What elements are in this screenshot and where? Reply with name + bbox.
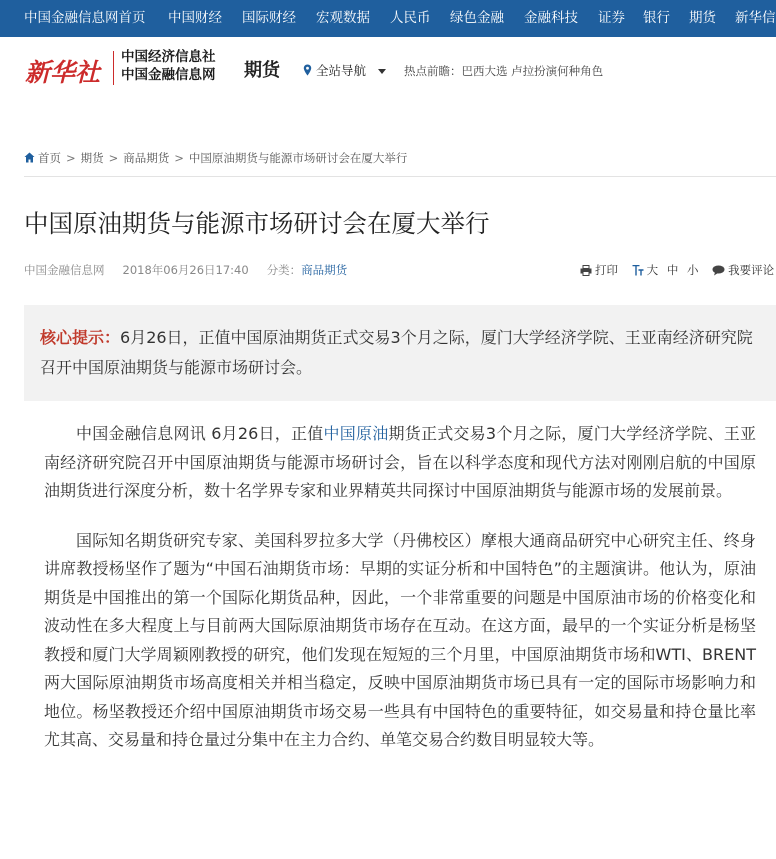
font-size-icon: [632, 265, 644, 276]
comment-icon: [712, 265, 725, 276]
chevron-down-icon[interactable]: [378, 69, 386, 74]
breadcrumb: [24, 150, 407, 166]
nav-item-intl-finance[interactable]: 国际财经: [242, 10, 296, 26]
paragraph-1: [44, 420, 756, 506]
font-small-button[interactable]: 小: [686, 263, 699, 277]
article-title: 中国原油期货与能源市场研讨会在厦大举行: [24, 209, 490, 238]
category-link[interactable]: 商品期货: [301, 263, 348, 277]
nav-item-banks[interactable]: 银行: [643, 10, 670, 26]
summary-box: [24, 305, 776, 401]
breadcrumb-separator: >: [66, 151, 76, 165]
article-time: 2018年06月26日17:40: [122, 263, 249, 277]
print-button[interactable]: [580, 263, 622, 277]
category-label: 分类：: [266, 263, 302, 277]
comment-button[interactable]: [712, 263, 774, 277]
comment-label: 我要评论: [728, 263, 775, 277]
nav-item-china-finance[interactable]: 中国财经: [168, 10, 222, 26]
article-meta: [24, 262, 347, 278]
summary-content: 6月26日，正值中国原油期货正式交易3个月之际，厦门大学经济学院、王亚南经济研究院召开中国原油期货与能源市场研讨会。: [40, 328, 753, 377]
font-large-button[interactable]: 大: [646, 263, 659, 277]
nav-item-macro-data[interactable]: 宏观数据: [316, 10, 370, 26]
printer-icon: [580, 265, 592, 276]
hot-topics-link[interactable]: 巴西大选 卢拉扮演何种角色: [461, 64, 604, 78]
nav-item-rmb[interactable]: 人民币: [390, 10, 431, 26]
breadcrumb-futures[interactable]: 期货: [80, 151, 104, 165]
nav-item-home[interactable]: 中国金融信息网首页: [24, 10, 146, 26]
article-body: [44, 420, 756, 776]
divider: [24, 176, 776, 177]
hot-topics-label: 热点前瞻：: [404, 64, 462, 78]
paragraph-1-end: 期货正式交易3个月之际，厦门大学经济学院、王亚南经济研究院召开中国原油期货与能源市场研讨会，旨在以科学态度和现代方法对刚刚启航的中国原油期货进行深度分析，数十名学界专家和业界精英共同探讨中国原油期货与能源市场的发展前景。: [44, 424, 756, 500]
summary-label: 核心提示：: [40, 328, 121, 347]
breadcrumb-home[interactable]: 首页: [38, 151, 61, 165]
font-size-control: [632, 263, 702, 277]
brand-line-2: 中国金融信息网: [121, 67, 216, 83]
nav-item-futures[interactable]: 期货: [689, 10, 716, 26]
breadcrumb-separator: >: [108, 151, 119, 165]
font-medium-button[interactable]: 中: [666, 263, 679, 277]
xinhua-logo-text: 新华社: [25, 58, 101, 87]
summary-text: [40, 323, 762, 383]
location-pin-icon: [303, 64, 312, 76]
paragraph-2: 国际知名期货研究专家、美国科罗拉多大学（丹佛校区）摩根大通商品研究中心研究主任、终身讲席教授杨坚作了题为“中国石油期货市场：早期的实证分析和中国特色”的主题演讲。他认为，原油期货是中国推出的第一个国际化期货品种，因此，一个非常重要的问题是中国原油市场的价格变化和波动性在多大程度上与目前两大国际原油期货市场存在互动。在这方面，最早的一个实证分析是杨坚教授和厦门大学周颖刚教授的研究，他们发现在短短的三个月里，中国原油期货市场和WTI、BRENT两大国际原油期货市场高度相关并相当稳定，反映中国原油期货市场已具有一定的国际市场影响力和地位。杨坚教授还介绍中国原油期货市场交易一些具有中国特色的重要特征，如交易量和持仓量比率尤其高、交易量和持仓量过分集中在主力合约、单笔交易合约数目明显较大等。: [44, 530, 756, 749]
nav-item-green-finance[interactable]: 绿色金融: [450, 10, 504, 26]
hot-topics: [404, 63, 603, 79]
nav-item-xinhua[interactable]: 新华信: [735, 10, 776, 26]
breadcrumb-current[interactable]: 中国原油期货与能源市场研讨会在厦大举行: [188, 151, 408, 165]
brand-line-1: 中国经济信息社: [121, 49, 216, 65]
top-nav-bar: [0, 0, 776, 37]
site-nav-dropdown[interactable]: [303, 63, 366, 79]
logo-divider: [113, 51, 114, 85]
breadcrumb-commodity-futures[interactable]: 商品期货: [123, 151, 170, 165]
paragraph-1-start: 中国金融信息网讯 6月26日，正值: [76, 424, 324, 443]
channel-title: 期货: [244, 60, 280, 81]
site-header: [0, 37, 776, 152]
crude-oil-link[interactable]: 中国原油: [323, 424, 389, 443]
breadcrumb-separator: >: [174, 151, 184, 165]
xinhua-logo[interactable]: [24, 50, 110, 90]
print-label: 打印: [595, 263, 618, 277]
nav-item-fintech[interactable]: 金融科技: [524, 10, 578, 26]
home-icon: [24, 152, 35, 163]
article-tools: [580, 262, 774, 278]
nav-item-securities[interactable]: 证券: [598, 10, 625, 26]
article-source: 中国金融信息网: [24, 263, 105, 277]
site-nav-label: 全站导航: [316, 63, 367, 78]
